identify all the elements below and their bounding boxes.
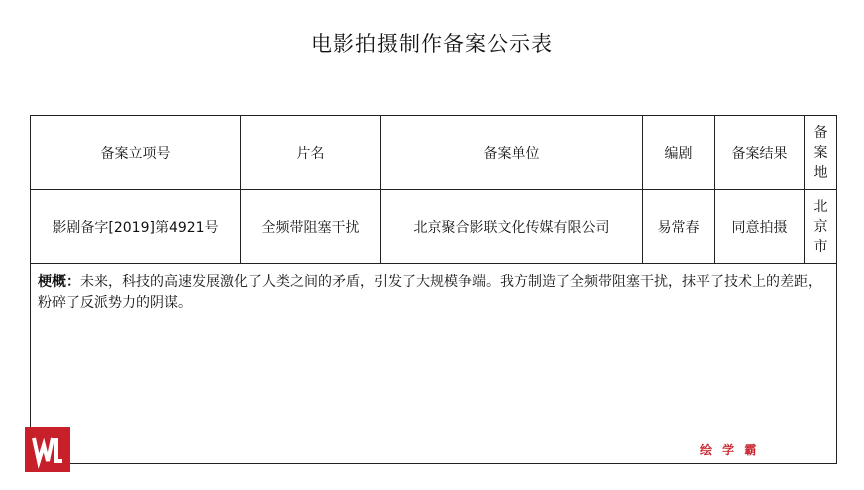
- header-result: 备案结果: [715, 116, 805, 190]
- page-title: 电影拍摄制作备案公示表: [311, 32, 553, 56]
- filing-table: [30, 115, 837, 464]
- cell-filing-unit: 北京聚合影联文化传媒有限公司: [381, 190, 643, 264]
- header-record-no: 备案立项号: [31, 116, 241, 190]
- header-film-title: 片名: [241, 116, 381, 190]
- header-location: 备案地: [805, 116, 837, 190]
- brand-logo-icon: [25, 427, 70, 472]
- summary-label: 梗概：: [38, 274, 80, 290]
- table-row: [31, 190, 837, 264]
- cell-record-no: 影剧备字[2019]第4921号: [31, 190, 241, 264]
- cell-film-title: 全频带阻塞干扰: [241, 190, 381, 264]
- summary-cell: [31, 264, 837, 464]
- summary-row: [31, 264, 837, 464]
- cell-screenwriter: 易常春: [643, 190, 715, 264]
- summary-text: 未来，科技的高速发展激化了人类之间的矛盾，引发了大规模争端。我方制造了全频带阻塞干扰，抹平了技术上的差距，粉碎了反派势力的阴谋。: [38, 274, 822, 311]
- table-header-row: [31, 116, 837, 190]
- cell-result: 同意拍摄: [715, 190, 805, 264]
- header-filing-unit: 备案单位: [381, 116, 643, 190]
- header-screenwriter: 编剧: [643, 116, 715, 190]
- cell-location: 北京市: [805, 190, 837, 264]
- brand-watermark-text: 绘 学 霸: [700, 443, 760, 457]
